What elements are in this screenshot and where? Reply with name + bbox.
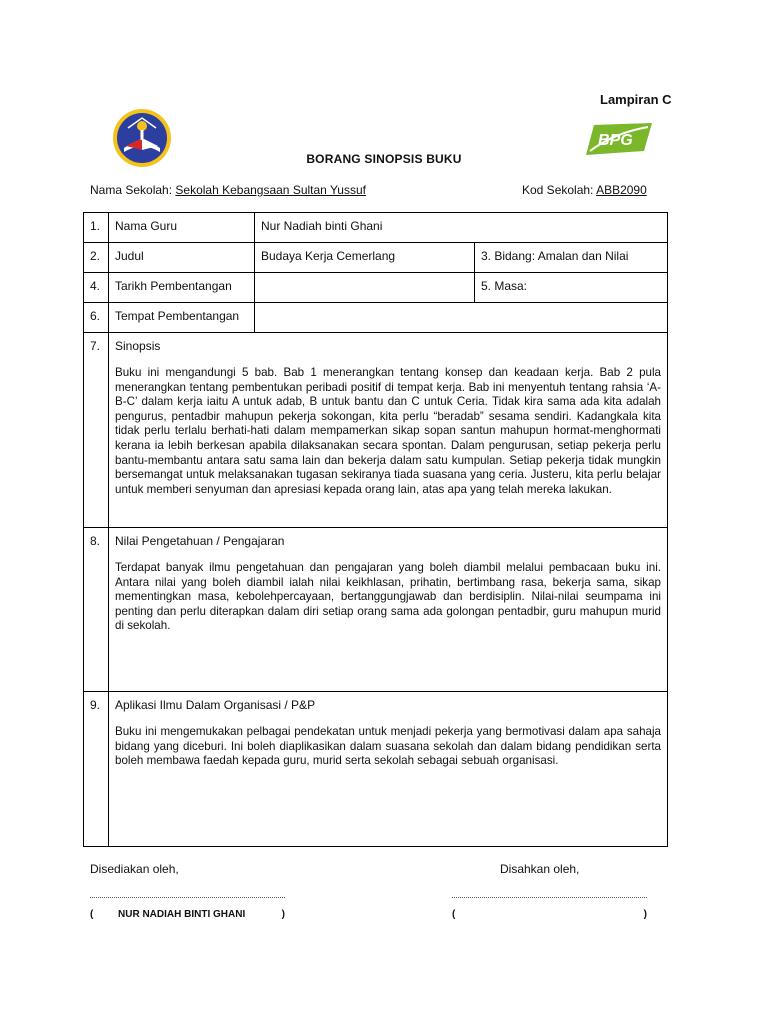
school-name-value: Sekolah Kebangsaan Sultan Yussuf <box>175 183 366 197</box>
row-presentation-date <box>84 273 668 303</box>
book-title-value: Budaya Kerja Cemerlang <box>255 243 475 273</box>
row-label: Aplikasi Ilmu Dalam Organisasi / P&P <box>115 698 316 712</box>
row-presentation-place <box>84 303 668 333</box>
row-synopsis <box>84 333 668 528</box>
row-label: Tarikh Pembentangan <box>109 273 255 303</box>
application-text: Buku ini mengemukakan pelbagai pendekatan untuk menjadi pekerja yang bermotivasi dalam apa sahaja bidang yang diceburi. Ini boleh diaplikasikan dalam suasana sekolah dan dalam bidang pendidikan serta boleh membawa faedah kepada guru, murid serta sekolah sebagai sebuah organisasi. <box>115 725 661 768</box>
synopsis-text: Buku ini mengandungi 5 bab. Bab 1 menerangkan tentang konsep dan keadaan kerja. Bab 2 pula menerangkan tentang pembentukan peribadi positif di tempat kerja. Bab ini menyentuh tentang rahsia ‘A-B-C’ dalam kerja iaitu A untuk adab, B untuk bantu dan C untuk Ceria. Tidak kira sama ada kita adalah pengurus, pentadbir mahupun pekerja sokongan, kita perlu “beradab” sesama sendiri. Kadangkala kita tidak perlu terlalu berhati-hati dalam mempamerkan sikap sopan santun mahupun hormat-menghormati kerana ia lebih berkesan apabila dilaksanakan secara spontan. Dalam pengurusan, setiap pekerja perlu bantu-membantu antara satu sama lain dan bekerja dalam satu kumpulan. Setiap pekerja tidak mungkin bersemangat untuk melaksanakan tugasan sekiranya tiada suasana yang ceria. Justeru, kita perlu belajar untuk memberi senyuman dan apresiasi kepada orang lain, atas apa yang telah mereka lakukan. <box>115 366 661 496</box>
row-application <box>84 692 668 847</box>
row-number: 9. <box>84 692 109 847</box>
row-label: Sinopsis <box>115 339 161 353</box>
row-label: Nama Guru <box>109 213 255 243</box>
values-cell <box>109 528 668 692</box>
close-paren: ) <box>281 909 285 920</box>
row-number: 7. <box>84 333 109 528</box>
row-label: Judul <box>109 243 255 273</box>
bpg-logo-text: BPG <box>598 132 633 149</box>
school-code-line <box>522 183 647 197</box>
row-label: Nilai Pengetahuan / Pengajaran <box>115 534 285 548</box>
prepared-by-label: Disediakan oleh, <box>90 862 179 876</box>
close-paren: ) <box>643 909 647 920</box>
field-cell: 3. Bidang: Amalan dan Nilai <box>475 243 668 273</box>
presentation-place-value[interactable] <box>255 303 668 333</box>
school-code-value: ABB2090 <box>596 183 647 197</box>
prepared-signature-line <box>90 897 285 898</box>
row-title <box>84 243 668 273</box>
row-values <box>84 528 668 692</box>
open-paren: ( <box>90 909 94 920</box>
row-number: 1. <box>84 213 109 243</box>
presentation-date-value[interactable] <box>255 273 475 303</box>
row-teacher-name <box>84 213 668 243</box>
time-cell: 5. Masa: <box>475 273 668 303</box>
row-number: 8. <box>84 528 109 692</box>
row-number: 4. <box>84 273 109 303</box>
form-title: BORANG SINOPSIS BUKU <box>306 152 462 166</box>
synopsis-form-table <box>83 212 668 847</box>
approved-signature-line <box>452 897 647 898</box>
row-number: 2. <box>84 243 109 273</box>
row-label: Tempat Pembentangan <box>109 303 255 333</box>
application-cell <box>109 692 668 847</box>
values-text: Terdapat banyak ilmu pengetahuan dan pengajaran yang boleh diambil melalui pembacaan buku ini. Antara nilai yang boleh diambil ialah nilai keikhlasan, prihatin, bertimbang rasa, bekerja sama, sikap mementingkan masa, kebolehpercayaan, bertanggungjawab dan berdisiplin. Nilai-nilai seumpama ini penting dan perlu diterapkan dalam diri setiap orang sama ada golongan pentadbir, guru mahupun murid di sekolah. <box>115 561 661 633</box>
school-name-label: Nama Sekolah: <box>90 183 173 197</box>
approved-by-label: Disahkan oleh, <box>500 862 580 876</box>
synopsis-cell <box>109 333 668 528</box>
teacher-name-value: Nur Nadiah binti Ghani <box>255 213 668 243</box>
school-name-line <box>90 183 366 197</box>
school-code-label: Kod Sekolah: <box>522 183 594 197</box>
prepared-name: NUR NADIAH BINTI GHANI <box>118 909 246 920</box>
attachment-label: Lampiran C <box>600 92 672 107</box>
row-number: 6. <box>84 303 109 333</box>
open-paren: ( <box>452 909 456 920</box>
